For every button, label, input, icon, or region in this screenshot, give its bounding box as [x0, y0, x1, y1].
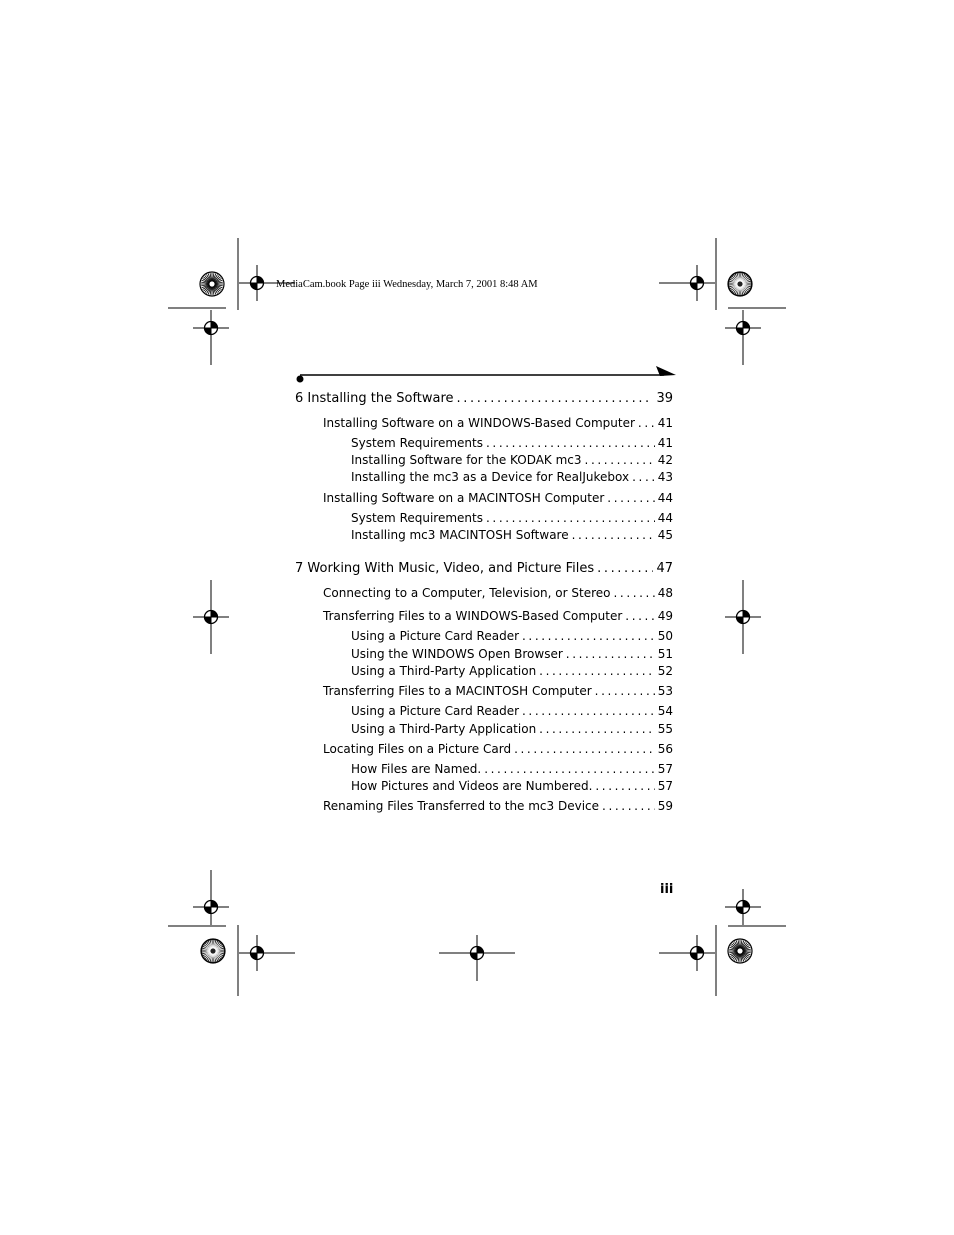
- registration-target-quadrant: [737, 907, 744, 914]
- toc-entry-page: 52: [657, 664, 673, 678]
- toc-entry-page: 44: [657, 491, 673, 505]
- registration-target-quadrant: [471, 953, 478, 960]
- toc-section-entry: [323, 684, 673, 698]
- toc-dot-leader: [539, 664, 655, 678]
- toc-entry-page: 44: [657, 511, 673, 525]
- toc-subsection-entry: [351, 453, 673, 467]
- toc-entry-page: 47: [656, 561, 673, 576]
- toc-subsection-entry: [351, 779, 673, 793]
- bullet-icon: [297, 376, 304, 383]
- toc-entry-page: 54: [657, 704, 673, 718]
- toc-entry-page: 53: [657, 684, 673, 698]
- toc-entry-page: 55: [657, 722, 673, 736]
- registration-target-quadrant: [737, 617, 744, 624]
- toc-dot-leader: [625, 609, 654, 623]
- toc-dot-leader: [632, 470, 655, 484]
- toc-entry-title: How Files are Named.: [351, 762, 482, 776]
- toc-dot-leader: [522, 704, 655, 718]
- toc-section-entry: [323, 742, 673, 756]
- toc-section-entry: [323, 416, 673, 430]
- toc-entry-title: Installing Software on a MACINTOSH Computer: [323, 491, 605, 505]
- toc-entry-title: Installing mc3 MACINTOSH Software: [351, 528, 569, 542]
- toc-subsection-entry: [351, 528, 673, 542]
- toc-subsection-entry: [351, 664, 673, 678]
- registration-target-quadrant: [211, 901, 218, 908]
- registration-target-quadrant: [257, 947, 264, 954]
- toc-entry-title: Using the WINDOWS Open Browser: [351, 647, 563, 661]
- toc-entry-page: 41: [657, 416, 673, 430]
- toc-entry-title: Using a Third-Party Application: [351, 664, 537, 678]
- toc-entry-title: Installing Software on a WINDOWS-Based Computer: [323, 416, 635, 430]
- toc-entry-title: Transferring Files to a WINDOWS-Based Computer: [323, 609, 623, 623]
- registration-target-quadrant: [205, 328, 212, 335]
- toc-entry-page: 39: [656, 391, 673, 406]
- registration-target-quadrant: [251, 953, 258, 960]
- toc-subsection-entry: [351, 629, 673, 643]
- toc-entry-page: 45: [657, 528, 673, 542]
- toc-dot-leader: [486, 511, 655, 525]
- toc-entry-title: 7 Working With Music, Video, and Picture Files: [295, 561, 595, 576]
- print-slug: MediaCam.book Page iii Wednesday, March 7, 2001 8:48 AM: [276, 279, 538, 290]
- registration-target-quadrant: [205, 907, 212, 914]
- toc-dot-leader: [585, 453, 655, 467]
- toc-dot-leader: [595, 684, 655, 698]
- toc-entry-title: Renaming Files Transferred to the mc3 Device: [323, 799, 600, 813]
- toc-dot-leader: [613, 586, 654, 600]
- registration-target-quadrant: [743, 322, 750, 329]
- toc-dot-leader: [539, 722, 655, 736]
- toc-dot-leader: [484, 762, 655, 776]
- starburst-center: [737, 948, 743, 954]
- toc-dot-leader: [566, 647, 655, 661]
- registration-target-quadrant: [697, 277, 704, 284]
- toc-entry-page: 50: [657, 629, 673, 643]
- toc-entry-page: 57: [657, 779, 673, 793]
- registration-target-quadrant: [211, 322, 218, 329]
- toc-dot-leader: [514, 742, 655, 756]
- registration-target-quadrant: [257, 277, 264, 284]
- toc-dot-leader: [595, 779, 654, 793]
- toc-entry-page: 59: [657, 799, 673, 813]
- registration-target-quadrant: [211, 611, 218, 618]
- toc-entry-page: 51: [657, 647, 673, 661]
- toc-entry-title: System Requirements: [351, 511, 483, 525]
- toc-entry-page: 49: [657, 609, 673, 623]
- toc-entry-title: Using a Third-Party Application: [351, 722, 537, 736]
- toc-entry-title: Locating Files on a Picture Card: [323, 742, 512, 756]
- toc-entry-title: Installing the mc3 as a Device for RealJukebox: [351, 470, 630, 484]
- toc-entry-page: 41: [657, 436, 673, 450]
- registration-target-quadrant: [743, 611, 750, 618]
- toc-section-entry: [323, 609, 673, 623]
- registration-target-quadrant: [691, 953, 698, 960]
- toc-subsection-entry: [351, 722, 673, 736]
- toc-section-entry: [323, 491, 673, 505]
- toc-section-entry: [323, 586, 673, 600]
- toc-subsection-entry: [351, 647, 673, 661]
- toc-entry-title: Using a Picture Card Reader: [351, 704, 520, 718]
- toc-chapter-entry: [295, 561, 673, 576]
- toc-chapter-entry: [295, 391, 673, 406]
- page-number: iii: [660, 882, 674, 897]
- toc-dot-leader: [522, 629, 655, 643]
- registration-target-quadrant: [743, 901, 750, 908]
- toc-entry-title: 6 Installing the Software: [295, 391, 454, 406]
- registration-target-quadrant: [205, 617, 212, 624]
- toc-dot-leader: [607, 491, 654, 505]
- starburst-center: [737, 281, 743, 287]
- starburst-center: [210, 948, 216, 954]
- toc-entry-page: 48: [657, 586, 673, 600]
- registration-target-quadrant: [477, 947, 484, 954]
- toc-subsection-entry: [351, 470, 673, 484]
- registration-target-quadrant: [737, 328, 744, 335]
- toc-entry-page: 43: [657, 470, 673, 484]
- toc-entry-page: 42: [657, 453, 673, 467]
- toc-dot-leader: [597, 561, 653, 576]
- toc-entry-title: Installing Software for the KODAK mc3: [351, 453, 582, 467]
- toc-entry-title: System Requirements: [351, 436, 483, 450]
- registration-target-quadrant: [251, 283, 258, 290]
- toc-dot-leader: [572, 528, 655, 542]
- registration-target-quadrant: [691, 283, 698, 290]
- toc-entry-page: 57: [657, 762, 673, 776]
- toc-subsection-entry: [351, 704, 673, 718]
- toc-subsection-entry: [351, 436, 673, 450]
- toc-dot-leader: [486, 436, 655, 450]
- starburst-center: [209, 281, 215, 287]
- toc-entry-title: Transferring Files to a MACINTOSH Computer: [323, 684, 592, 698]
- registration-target-quadrant: [697, 947, 704, 954]
- toc-dot-leader: [638, 416, 655, 430]
- toc-entry-title: Connecting to a Computer, Television, or Stereo: [323, 586, 611, 600]
- toc-subsection-entry: [351, 511, 673, 525]
- toc-dot-leader: [602, 799, 655, 813]
- toc-dot-leader: [457, 391, 654, 406]
- toc-entry-page: 56: [657, 742, 673, 756]
- toc-section-entry: [323, 799, 673, 813]
- toc-entry-title: Using a Picture Card Reader: [351, 629, 520, 643]
- toc-subsection-entry: [351, 762, 673, 776]
- toc-entry-title: How Pictures and Videos are Numbered.: [351, 779, 593, 793]
